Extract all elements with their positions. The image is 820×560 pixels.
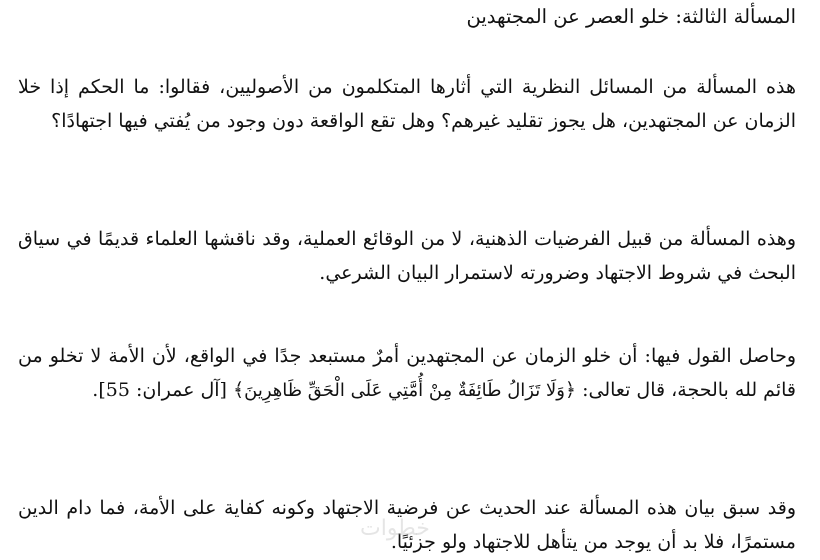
document-page bbox=[18, 0, 796, 560]
verse-citation: [آل عمران: 55]. bbox=[92, 379, 233, 401]
section-heading: المسألة الثالثة: خلو العصر عن المجتهدين bbox=[466, 5, 796, 28]
paragraph-3-intro: وحاصل القول فيها: أن خلو الزمان عن المجتهدين أمرٌ مستبعد جدًا في الواقع، لأن الأمة لا تخلو من قائم لله بالحجة، قال تعالى: bbox=[18, 345, 796, 401]
paragraph-4: وقد سبق بيان هذه المسألة عند الحديث عن فرضية الاجتهاد وكونه كفاية على الأمة، فما دام الدين مستمرًا، فلا بد أن يوجد من يتأهل للاجتهاد ولو جزئيًا. bbox=[18, 497, 796, 553]
quran-verse: وَلَا تَزَالُ طَائِفَةٌ مِنْ أُمَّتِي عَلَى الْحَقِّ ظَاهِرِينَ bbox=[244, 380, 565, 401]
paragraph-3 bbox=[18, 339, 796, 408]
quran-bracket-close: ﴾ bbox=[232, 379, 245, 401]
quran-bracket-open: ﴿ bbox=[564, 379, 577, 401]
watermark: خطوات bbox=[360, 516, 430, 541]
paragraph-1: هذه المسألة من المسائل النظرية التي أثارها المتكلمون من الأصوليين، فقالوا: ما الحكم إذا خلا الزمان عن المجتهدين، هل يجوز تقليد غيرهم؟ وهل تقع الواقعة دون وجود من يُفتي فيها اجتهادًا؟ bbox=[18, 76, 796, 132]
paragraph-2: وهذه المسألة من قبيل الفرضيات الذهنية، لا من الوقائع العملية، وقد ناقشها العلماء قديمًا في سياق البحث في شروط الاجتهاد وضرورته لاستمرار البيان الشرعي. bbox=[18, 228, 796, 284]
